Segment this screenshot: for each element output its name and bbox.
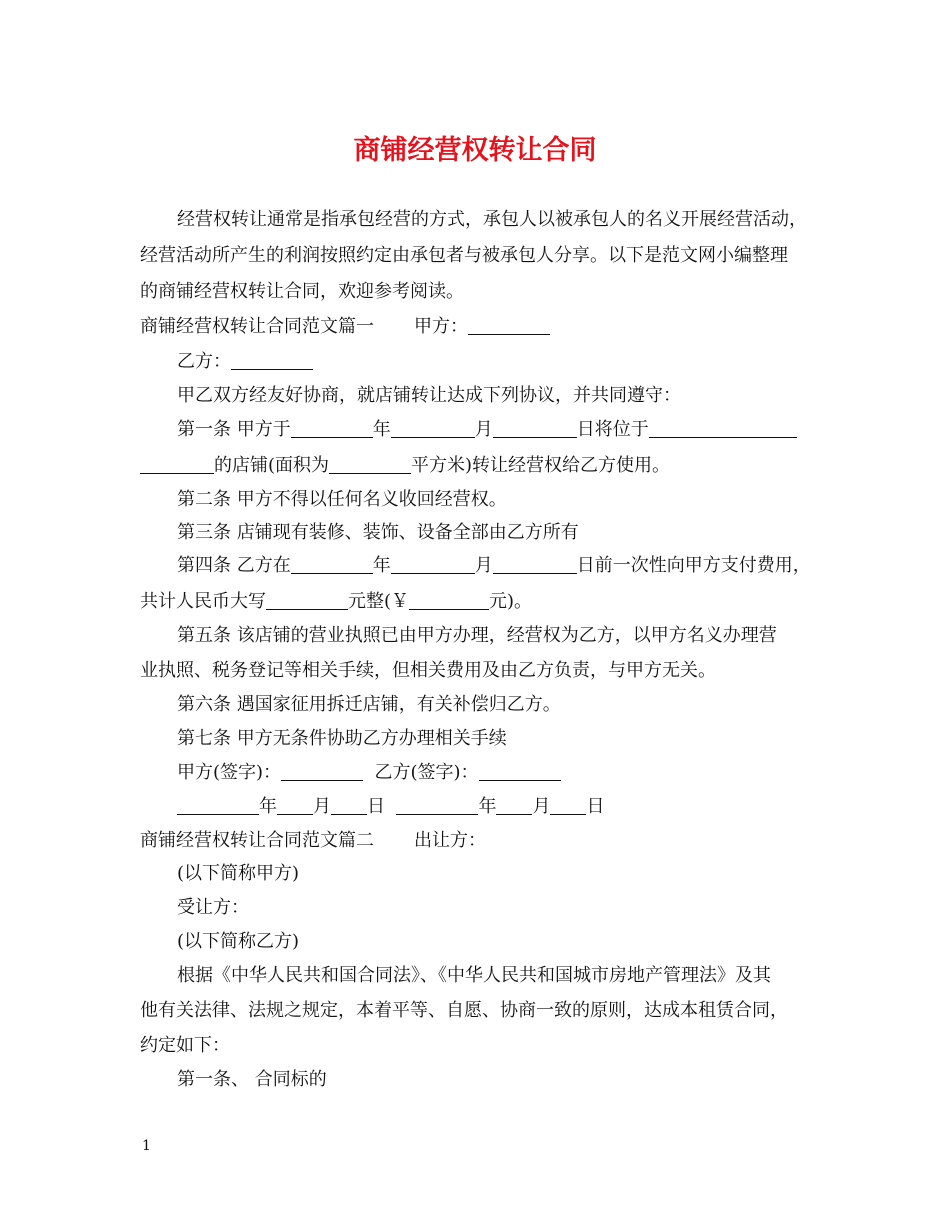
month-label: 月: [474, 555, 493, 576]
date-day-label: 日: [586, 796, 605, 817]
page-number: 1: [142, 1138, 151, 1154]
area-blank: [329, 455, 411, 474]
article-4-line-2: [140, 590, 532, 614]
date-year-label: 年: [478, 796, 497, 817]
year-label: 年: [372, 555, 391, 576]
month-label: 月: [474, 419, 493, 440]
article-5-line-1: 第五条 该店铺的营业执照已由甲方办理，经营权为乙方，以甲方名义办理营: [177, 625, 777, 646]
transferee-label: 受让方：: [177, 897, 249, 918]
article-6: 第六条 遇国家征用拆迁店铺，有关补偿归乙方。: [177, 694, 561, 715]
payment-text: 日前一次性向甲方支付费用，: [576, 555, 811, 576]
section1-heading: 商铺经营权转让合同范文篇一: [140, 316, 374, 337]
transferor-label: 出让方：: [414, 830, 486, 851]
sign-a-label: 甲方(签字)：: [177, 762, 282, 783]
intro-line-3: 的商铺经营权转让合同，欢迎参考阅读。: [140, 281, 464, 302]
article-1-text: 第一条 甲方于: [177, 419, 291, 440]
date-day-label: 日: [367, 796, 385, 817]
year-label: 年: [372, 419, 391, 440]
basis-line-3: 约定如下：: [140, 1035, 230, 1056]
intro-line-1: 经营权转让通常是指承包经营的方式，承包人以被承包人的名义开展经营活动，: [177, 209, 807, 230]
party-a-blank: [468, 316, 550, 335]
party-b-line: [177, 350, 313, 374]
day-blank: [493, 555, 577, 574]
basis-line-1: 根据《中华人民共和国合同法》、《中华人民共和国城市房地产管理法》及其: [177, 965, 771, 986]
date-b-year-blank: [396, 796, 478, 815]
date-month-label: 月: [313, 796, 331, 817]
amount-yuan-text: 元整(￥: [348, 591, 410, 612]
date-b-month-blank: [496, 796, 532, 815]
amount-end-text: 元)。: [489, 591, 533, 612]
abbr-party-a: (以下简称甲方): [177, 863, 300, 884]
year-blank: [291, 419, 373, 438]
preamble: 甲乙双方经友好协商，就店铺转让达成下列协议，并共同遵守：: [177, 385, 681, 406]
area-text: 的店铺(面积为: [214, 455, 330, 476]
sign-b-blank: [479, 762, 561, 781]
party-b-blank: [231, 351, 313, 370]
amount-words-blank: [266, 591, 348, 610]
date-year-label: 年: [259, 796, 277, 817]
sign-a-blank: [281, 762, 363, 781]
article-2: 第二条 甲方不得以任何名义收回经营权。: [177, 489, 507, 510]
day-label: 日将位于: [576, 419, 649, 440]
location-blank: [649, 419, 797, 438]
section2-heading: 商铺经营权转让合同范文篇二: [140, 830, 374, 851]
party-b-label: 乙方：: [177, 351, 231, 372]
signature-line: [177, 761, 561, 785]
basis-line-2: 他有关法律、法规之规定，本着平等、自愿、协商一致的原则，达成本租赁合同，: [140, 1000, 788, 1021]
party-a-label: 甲方：: [414, 316, 468, 337]
section2-article-1: 第一条、 合同标的: [177, 1069, 327, 1090]
month-blank: [391, 419, 475, 438]
signature-date-line: [177, 795, 604, 819]
sign-b-label: 乙方(签字)：: [374, 762, 479, 783]
article-1-line-1: [177, 418, 797, 442]
day-blank: [493, 419, 577, 438]
abbr-party-b: (以下简称乙方): [177, 931, 300, 952]
article-5-line-2: 业执照、税务登记等相关手续，但相关费用及由乙方负责，与甲方无关。: [140, 660, 716, 681]
date-b-day-blank: [550, 796, 586, 815]
article-1-line-2: [140, 454, 670, 478]
area-unit-text: 平方米)转让经营权给乙方使用。: [411, 455, 671, 476]
date-a-day-blank: [331, 796, 367, 815]
date-month-label: 月: [532, 796, 551, 817]
date-a-month-blank: [277, 796, 313, 815]
article-3: 第三条 店铺现有装修、装饰、设备全部由乙方所有: [177, 522, 579, 543]
amount-number-blank: [409, 591, 489, 610]
month-blank: [391, 555, 475, 574]
year-blank: [291, 555, 373, 574]
article-4-text: 第四条 乙方在: [177, 555, 291, 576]
article-4-line-1: [177, 554, 811, 578]
document-title: 商铺经营权转让合同: [353, 135, 597, 166]
date-a-year-blank: [177, 796, 259, 815]
article-7: 第七条 甲方无条件协助乙方办理相关手续: [177, 728, 507, 749]
amount-text: 共计人民币大写: [140, 591, 266, 612]
intro-line-2: 经营活动所产生的利润按照约定由承包者与被承包人分享。以下是范文网小编整理: [140, 245, 788, 266]
location-blank-cont: [140, 455, 214, 474]
section2-heading-line: [140, 829, 486, 853]
section1-heading-line: [140, 315, 550, 339]
